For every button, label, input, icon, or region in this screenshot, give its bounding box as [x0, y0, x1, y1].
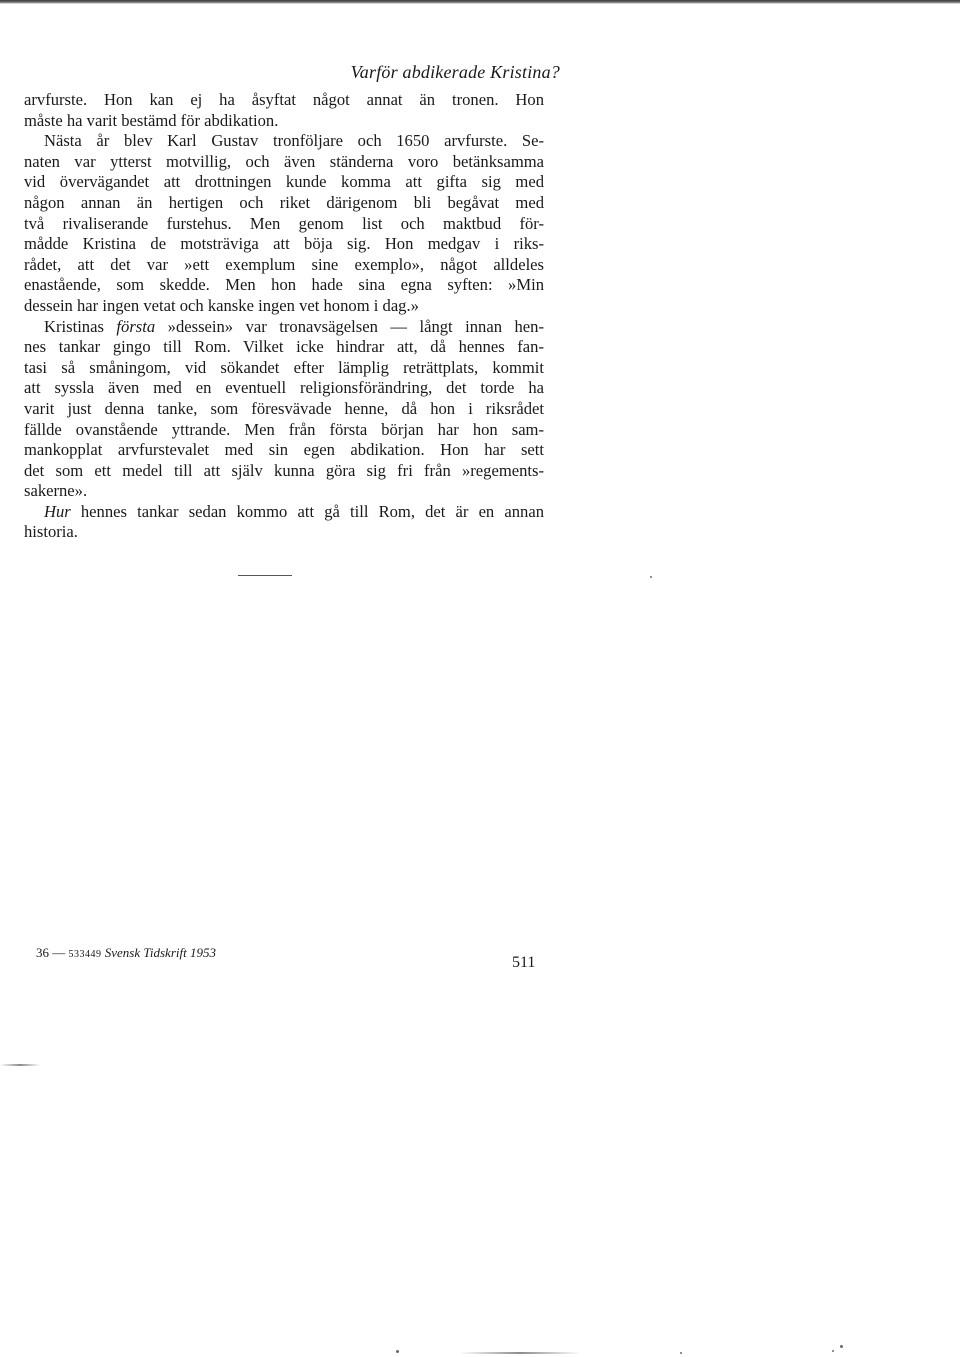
text-line: det som ett medel till att själv kunna göra sig fri från »regements-	[24, 460, 544, 480]
paragraph-2	[24, 131, 544, 316]
text-segment: »dessein» var tronavsägelsen — långt innan hen-	[155, 316, 544, 336]
article-body	[24, 90, 544, 543]
text-line	[24, 317, 544, 338]
text-line: dessein har ingen vetat och kanske ingen vet honom i dag.»	[24, 295, 419, 315]
print-signature	[36, 945, 216, 961]
paragraph-3	[24, 317, 544, 502]
text-line: Nästa år blev Karl Gustav tronföljare och 1650 arvfurste. Se-	[44, 131, 544, 151]
text-line: någon annan än hertigen och riket därigenom bli begåvat med	[24, 192, 544, 212]
print-code: 533449	[68, 949, 102, 960]
running-title: Varför abdikerade Kristina?	[350, 62, 560, 82]
sheet-number: 36	[36, 945, 49, 960]
text-line: historia.	[24, 522, 78, 542]
scan-artifact	[396, 1350, 399, 1353]
emphasis: första	[116, 316, 156, 336]
text-line: två rivaliserande furstehus. Men genom list och maktbud för-	[24, 213, 544, 233]
signature-dash: —	[49, 945, 69, 960]
emphasis: Hur	[44, 501, 71, 521]
text-line: fällde ovanstående yttrande. Men från första början har hon sam-	[24, 419, 544, 439]
scan-artifact	[460, 1352, 580, 1354]
text-segment: Kristinas	[44, 316, 117, 336]
section-end-rule	[238, 575, 292, 576]
text-line: vid övervägandet att drottningen kunde komma att gifta sig med	[24, 172, 544, 192]
text-segment: hennes tankar sedan kommo att gå till Rom, det är en annan	[70, 501, 544, 521]
text-line: måste ha varit bestämd för abdikation.	[24, 110, 279, 130]
text-line: sakerne».	[24, 481, 88, 501]
scan-artifact	[650, 576, 652, 578]
text-line: tasi så småningom, vid sökandet efter lämplig reträttplats, kommit	[24, 357, 544, 377]
text-line: nes tankar gingo till Rom. Vilket icke hindrar att, då hennes fan-	[24, 337, 544, 357]
journal-name: Svensk Tidskrift 1953	[104, 945, 216, 960]
scan-artifact	[840, 1345, 843, 1348]
text-line: enastående, som skedde. Men hon hade sina egna syften: »Min	[24, 275, 544, 295]
text-line: rådet, att det var »ett exemplum sine exemplo», något alldeles	[24, 254, 544, 274]
text-line: att syssla även med en eventuell religionsförändring, det torde ha	[24, 378, 544, 398]
text-line: mådde Kristina de motsträviga att böja sig. Hon medgav i riks-	[24, 234, 544, 254]
text-line	[24, 502, 544, 523]
text-line: varit just denna tanke, som föresvävade henne, då hon i riksrådet	[24, 398, 544, 418]
scan-artifact	[0, 1064, 40, 1066]
paragraph-1	[24, 90, 544, 131]
scan-artifact	[680, 1352, 682, 1354]
text-line: naten var ytterst motvillig, och även ständerna voro betänksamma	[24, 151, 544, 171]
paragraph-4	[24, 502, 544, 543]
text-line: arvfurste. Hon kan ej ha åsyftat något annat än tronen. Hon	[24, 90, 544, 109]
text-line: mankopplat arvfurstevalet med sin egen abdikation. Hon har sett	[24, 440, 544, 460]
scan-edge	[0, 0, 960, 4]
page-number: 511	[512, 954, 536, 971]
scan-artifact	[832, 1350, 834, 1352]
